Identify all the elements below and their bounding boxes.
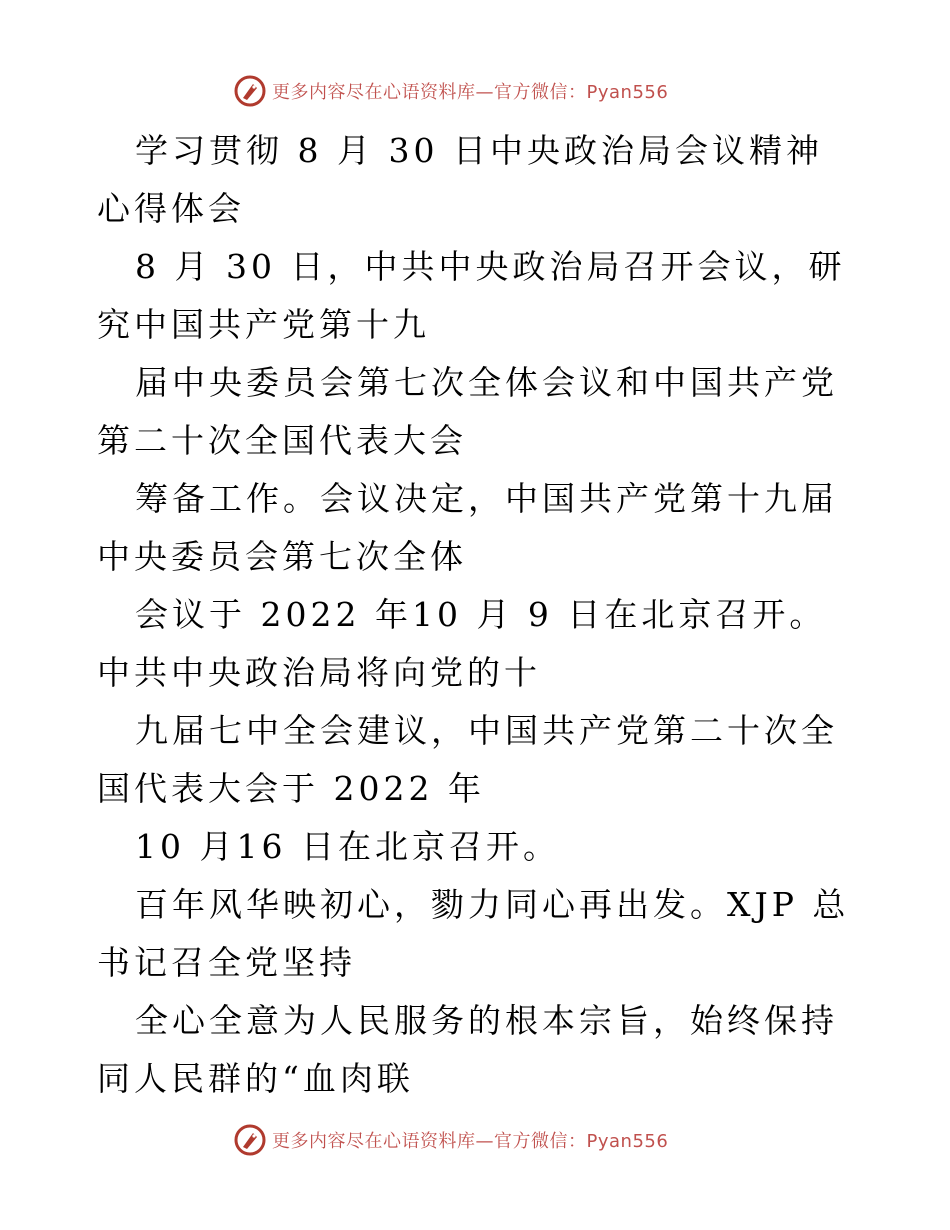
banner-caption bbox=[272, 1127, 668, 1153]
paragraph: 10 月16 日在北京召开。 bbox=[135, 827, 560, 866]
document-title: 学习贯彻 8 月 30 日中央政治局会议精神心得体会 bbox=[97, 131, 823, 228]
paragraph: 届中央委员会第七次全体会议和中国共产党第二十次全国代表大会 bbox=[97, 363, 838, 460]
paragraph: 8 月 30 日，中共中央政治局召开会议，研究中国共产党第十九 bbox=[97, 247, 846, 344]
pen-nib-seal-icon bbox=[234, 1124, 266, 1156]
paragraph: 百年风华映初心，勠力同心再出发。XJP 总书记召全党坚持 bbox=[97, 885, 850, 982]
wechat-id: Pyan556 bbox=[586, 82, 669, 103]
wechat-label: 官方微信： bbox=[494, 1131, 587, 1152]
banner-separator: — bbox=[475, 82, 494, 103]
wechat-label: 官方微信： bbox=[494, 82, 587, 103]
pen-nib-seal-icon bbox=[234, 75, 266, 107]
wechat-id: Pyan556 bbox=[586, 1131, 669, 1152]
banner-text: 更多内容尽在心语资料库 bbox=[272, 1131, 476, 1152]
banner-text: 更多内容尽在心语资料库 bbox=[272, 82, 476, 103]
footer-banner bbox=[234, 1120, 668, 1160]
banner-caption bbox=[272, 78, 668, 104]
paragraph: 全心全意为人民服务的根本宗旨，始终保持同人民群的“血肉联 bbox=[97, 1001, 838, 1098]
paragraph: 会议于 2022 年10 月 9 日在北京召开。中共中央政治局将向党的十 bbox=[97, 595, 827, 692]
paragraph: 筹备工作。会议决定，中国共产党第十九届中央委员会第七次全体 bbox=[97, 479, 838, 576]
header-banner bbox=[234, 71, 668, 111]
paragraph: 九届七中全会建议，中国共产党第二十次全国代表大会于 2022 年 bbox=[97, 711, 838, 808]
document-body bbox=[97, 122, 857, 1108]
banner-separator: — bbox=[475, 1131, 494, 1152]
